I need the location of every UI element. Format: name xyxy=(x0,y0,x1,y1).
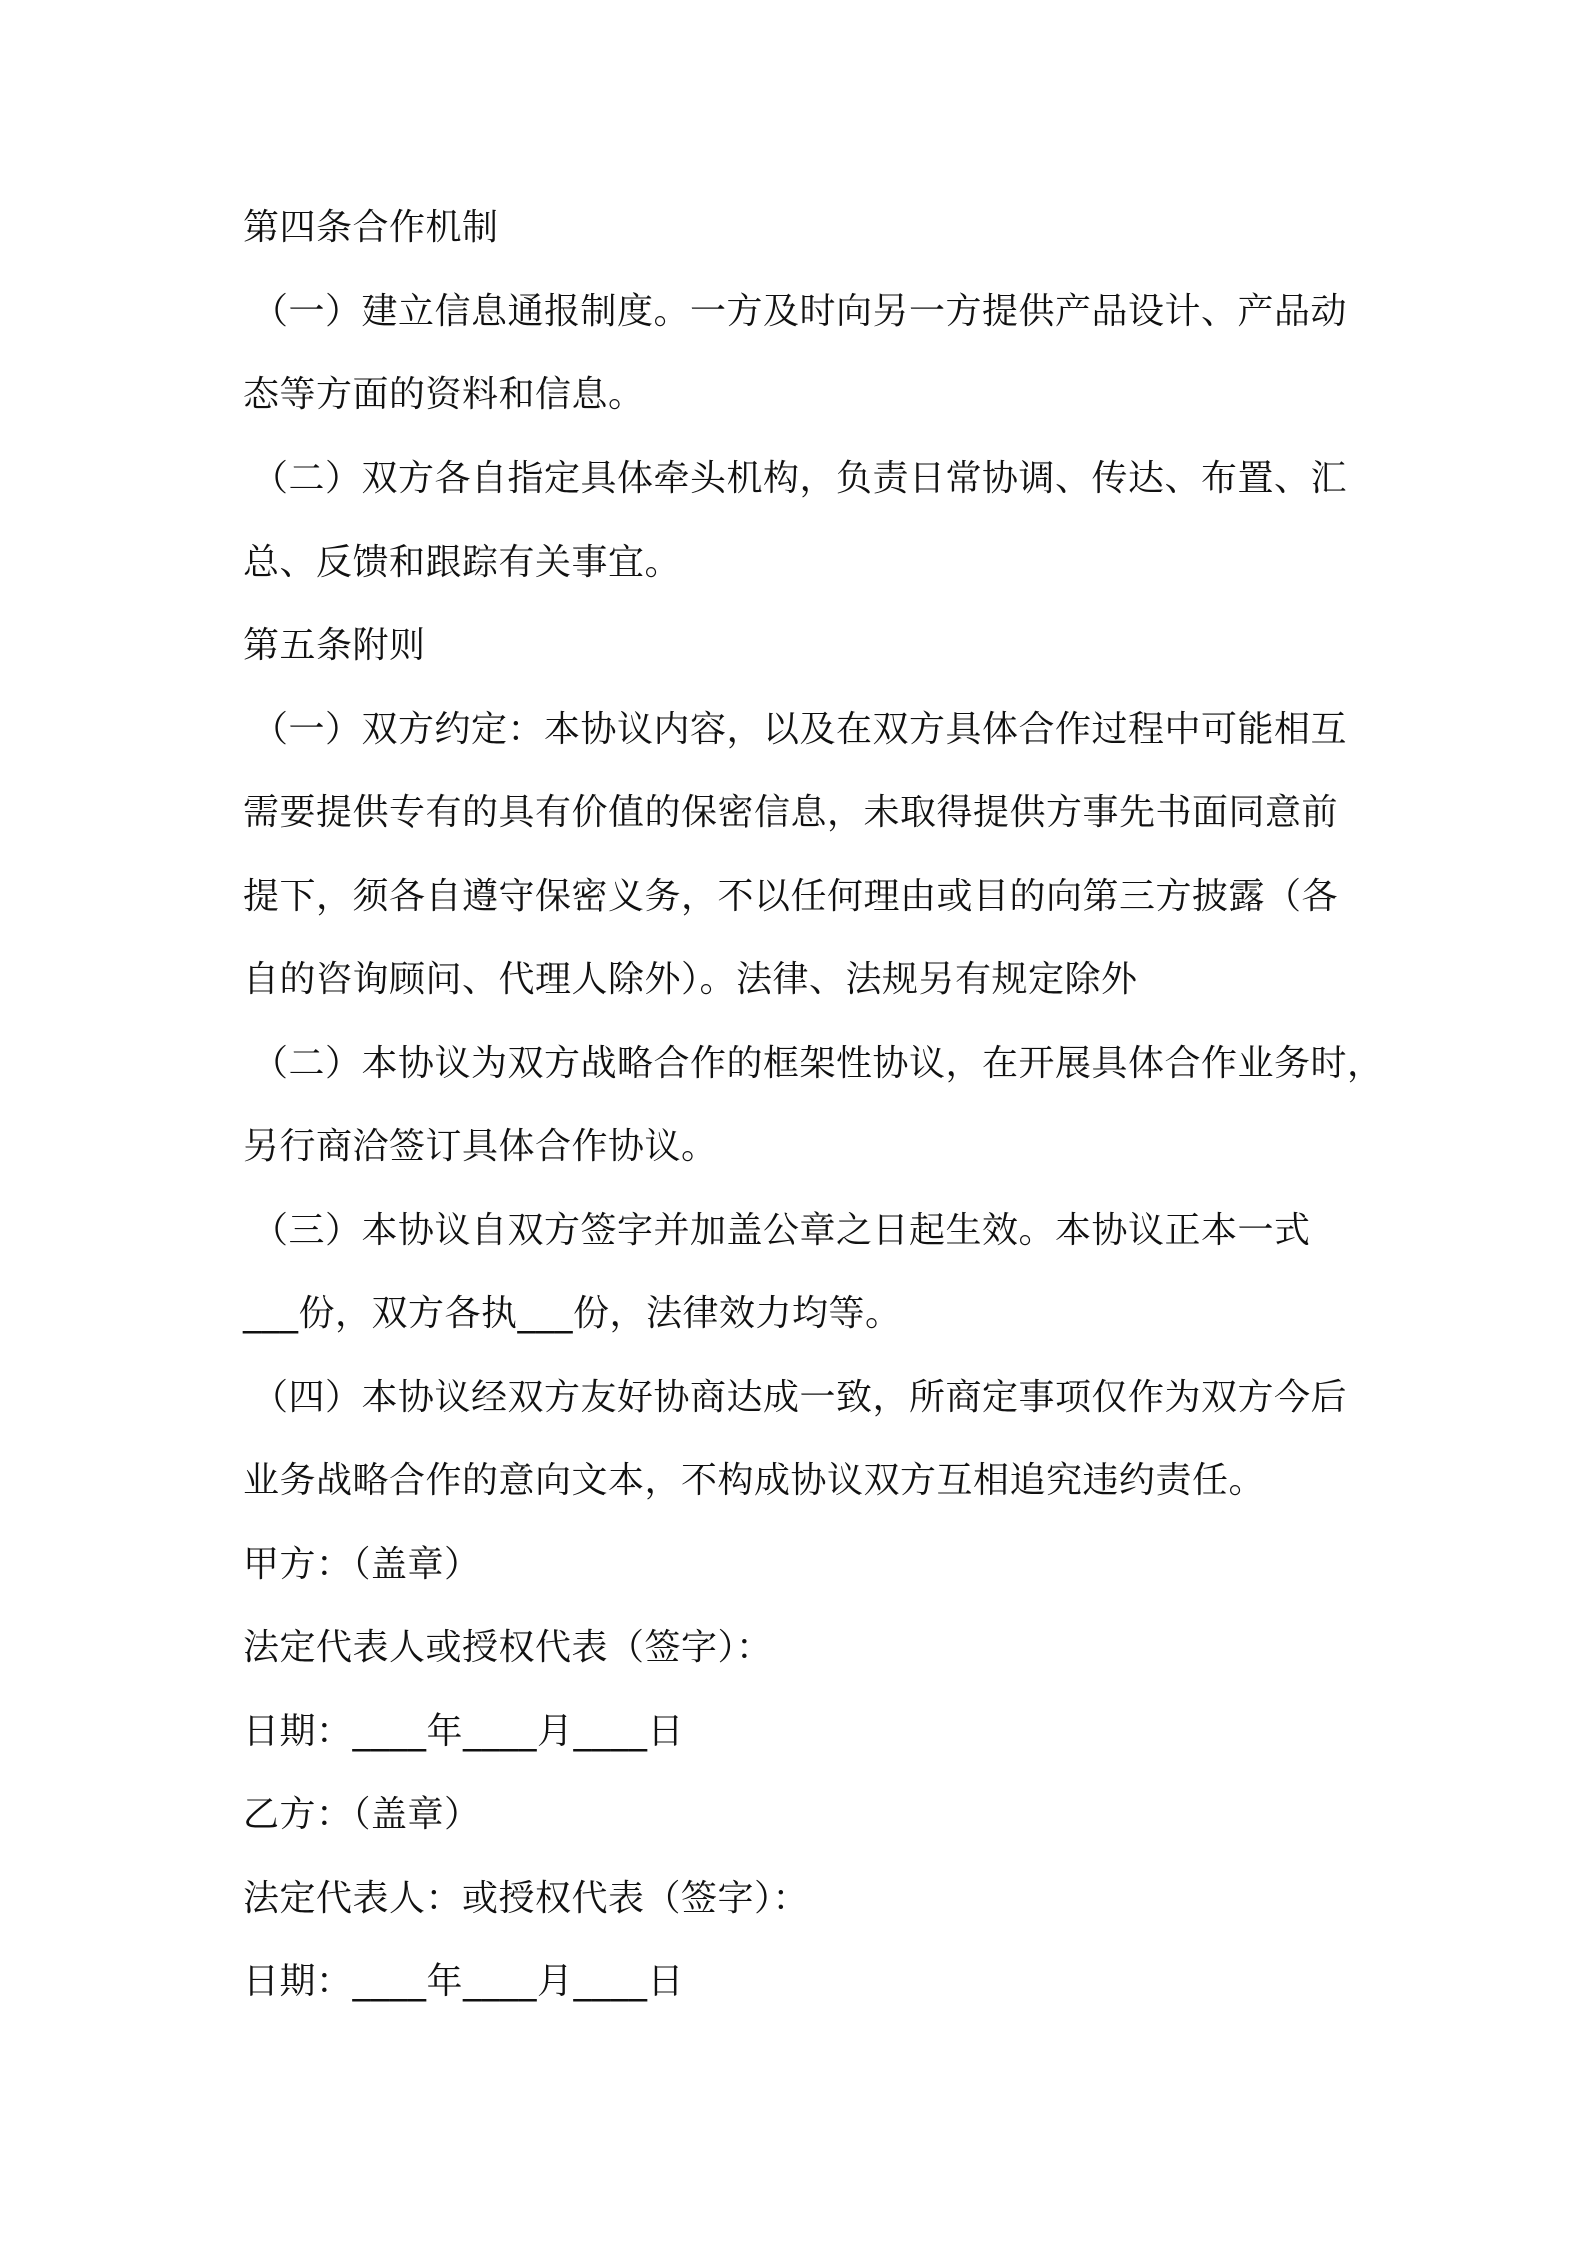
article-5-clause-3-line-2: ___份，双方各执___份，法律效力均等。 xyxy=(243,1293,902,1334)
article-4-clause-2-line-1: （二）双方各自指定具体牵头机构，负责日常协调、传达、布置、汇 xyxy=(252,458,1348,499)
article-5-heading: 第五条附则 xyxy=(243,625,426,666)
article-5-clause-4-line-1: （四）本协议经双方友好协商达成一致，所商定事项仅作为双方今后 xyxy=(252,1377,1348,1418)
article-5-clause-4-line-2: 业务战略合作的意向文本，不构成协议双方互相追究违约责任。 xyxy=(243,1460,1266,1501)
party-b-seal: 乙方：（盖章） xyxy=(243,1794,481,1835)
party-a-representative: 法定代表人或授权代表（签字）： xyxy=(243,1627,773,1668)
article-4-clause-1-line-2: 态等方面的资料和信息。 xyxy=(243,374,645,415)
article-5-clause-3-line-1: （三）本协议自双方签字并加盖公章之日起生效。本协议正本一式 xyxy=(252,1210,1311,1251)
party-b-date: 日期：____年____月____日 xyxy=(243,1961,685,2002)
article-4-heading: 第四条合作机制 xyxy=(243,207,499,248)
article-4-clause-1-line-1: （一）建立信息通报制度。一方及时向另一方提供产品设计、产品动 xyxy=(252,291,1348,332)
article-5-clause-2-line-1: （二）本协议为双方战略合作的框架性协议，在开展具体合作业务时， xyxy=(252,1043,1384,1084)
party-a-date: 日期：____年____月____日 xyxy=(243,1711,685,1752)
article-5-clause-1-line-2: 需要提供专有的具有价值的保密信息，未取得提供方事先书面同意前 xyxy=(243,792,1339,833)
party-b-representative: 法定代表人：或授权代表（签字）： xyxy=(243,1878,810,1919)
article-5-clause-1-line-4: 自的咨询顾问、代理人除外）。法律、法规另有规定除外 xyxy=(243,959,1138,1000)
article-5-clause-2-line-2: 另行商洽签订具体合作协议。 xyxy=(243,1126,718,1167)
party-a-seal: 甲方：（盖章） xyxy=(243,1544,481,1585)
article-5-clause-1-line-1: （一）双方约定：本协议内容，以及在双方具体合作过程中可能相互 xyxy=(252,709,1348,750)
article-5-clause-1-line-3: 提下，须各自遵守保密义务，不以任何理由或目的向第三方披露（各 xyxy=(243,876,1339,917)
article-4-clause-2-line-2: 总、反馈和跟踪有关事宜。 xyxy=(243,542,682,583)
